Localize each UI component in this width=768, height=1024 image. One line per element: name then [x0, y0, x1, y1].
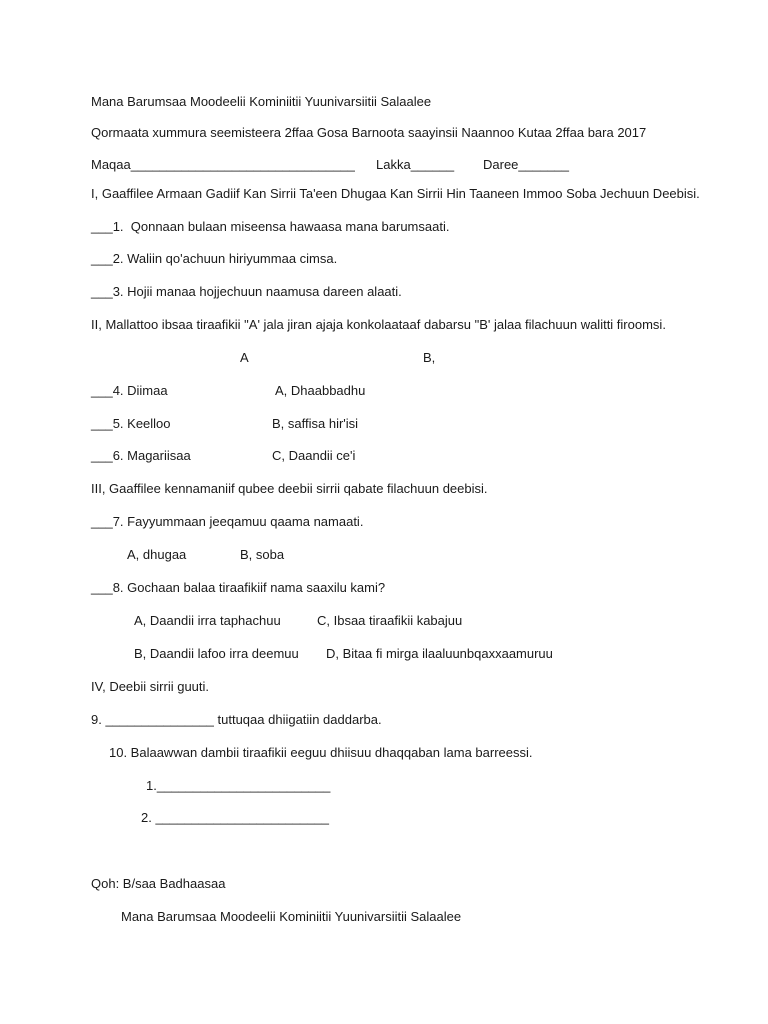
question-8: ___8. Gochaan balaa tiraafikiif nama saaxilu kami?: [91, 580, 386, 595]
question-7-option-b: B, soba: [240, 547, 285, 562]
question-10-blank-2: 2. ________________________: [141, 810, 329, 825]
question-8-option-d: D, Bitaa fi mirga ilaaluunbqaxxaamuruu: [326, 646, 553, 661]
section1-instruction: I, Gaaffilee Armaan Gadiif Kan Sirrii Ta'een Dhugaa Kan Sirrii Hin Taaneen Immoo Soba Jechuun Deebisi.: [91, 186, 700, 201]
prepared-by: Qoh: B/saa Badhaasaa: [91, 876, 226, 891]
answer-option-b: B, saffisa hir'isi: [272, 416, 359, 431]
column-b-header: B,: [423, 350, 436, 365]
school-name-footer: Mana Barumsaa Moodeelii Kominiitii Yuunivarsiitii Salaalee: [121, 909, 462, 924]
student-number-field: Lakka______: [376, 157, 455, 172]
answer-option-c: C, Daandii ce'i: [272, 448, 356, 463]
question-10-blank-1: 1.________________________: [146, 778, 331, 793]
question-10: 10. Balaawwan dambii tiraafikii eeguu dhiisuu dhaqqaban lama barreessi.: [109, 745, 533, 760]
school-name-header: Mana Barumsaa Moodeelii Kominiitii Yuunivarsiitii Salaalee: [91, 94, 432, 109]
section4-instruction: IV, Deebii sirrii guuti.: [91, 679, 210, 694]
question-3: ___3. Hojii manaa hojjechuun naamusa dareen alaati.: [91, 284, 402, 299]
question-8-option-a: A, Daandii irra taphachuu: [134, 613, 281, 628]
question-2: ___2. Waliin qo'achuun hiriyummaa cimsa.: [91, 251, 338, 266]
answer-option-a: A, Dhaabbadhu: [275, 383, 366, 398]
section3-instruction: III, Gaaffilee kennamaniif qubee deebii sirrii qabate filachuun deebisi.: [91, 481, 488, 496]
student-grade-field: Daree_______: [483, 157, 570, 172]
question-5: ___5. Keelloo: [91, 416, 171, 431]
question-8-option-b: B, Daandii lafoo irra deemuu: [134, 646, 299, 661]
question-1: ___1. Qonnaan bulaan miseensa hawaasa mana barumsaati.: [91, 219, 450, 234]
column-a-header: A: [240, 350, 249, 365]
question-9: 9. _______________ tuttuqaa dhiigatiin daddarba.: [91, 712, 382, 727]
question-7: ___7. Fayyummaan jeeqamuu qaama namaati.: [91, 514, 364, 529]
question-7-option-a: A, dhugaa: [127, 547, 187, 562]
question-8-option-c: C, Ibsaa tiraafikii kabajuu: [317, 613, 463, 628]
student-name-field: Maqaa_______________________________: [91, 157, 355, 172]
section2-instruction: II, Mallattoo ibsaa tiraafikii "A' jala jiran ajaja konkolaataaf dabarsu "B' jalaa filachuun walitti firoomsi.: [91, 317, 666, 332]
question-4: ___4. Diimaa: [91, 383, 168, 398]
question-6: ___6. Magariisaa: [91, 448, 191, 463]
exam-title: Qormaata xummura seemisteera 2ffaa Gosa Barnoota saayinsii Naannoo Kutaa 2ffaa bara 2017: [91, 125, 647, 140]
